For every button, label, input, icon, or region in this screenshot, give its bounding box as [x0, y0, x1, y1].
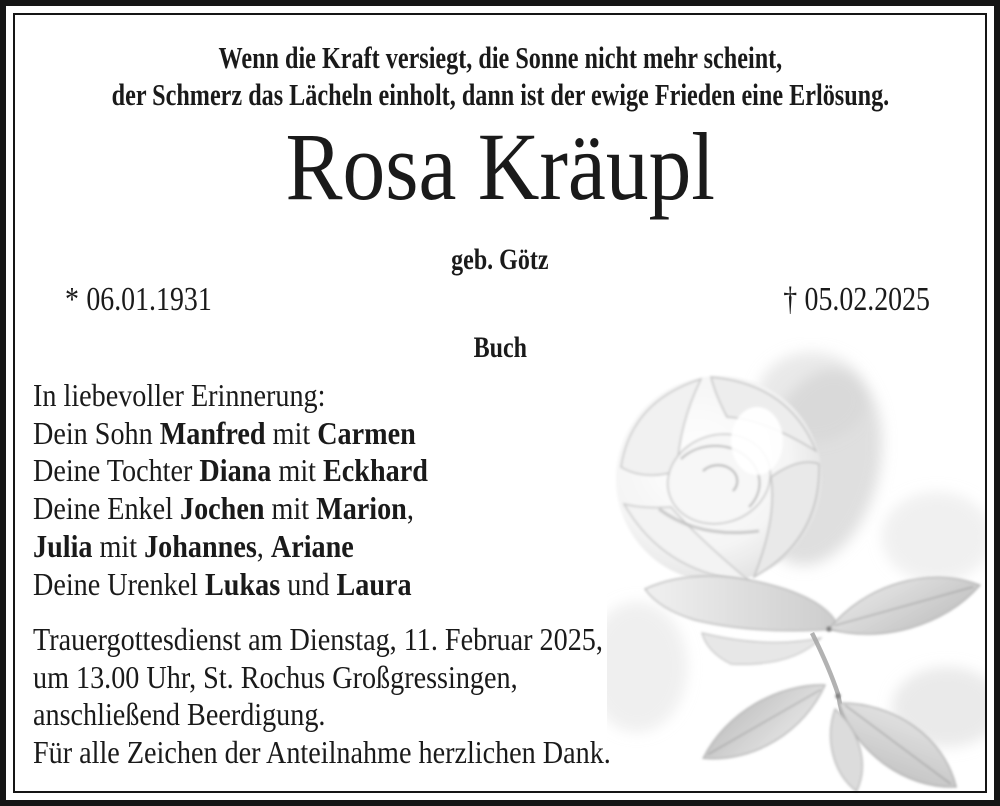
family-line: Deine Tochter Diana mit Eckhard [33, 452, 428, 489]
memorial-quote [0, 39, 1000, 113]
thanks-line: Für alle Zeichen der Anteilnahme herzlichen Dank. [33, 734, 611, 771]
family-line: Deine Enkel Jochen mit Marion, [33, 490, 414, 527]
quote-line-2: der Schmerz das Lächeln einholt, dann ist der ewige Frieden eine Erlösung. [111, 77, 889, 112]
service-line: um 13.00 Uhr, St. Rochus Großgressingen, [33, 658, 518, 695]
remembrance-heading: In liebevoller Erinnerung: [33, 377, 326, 413]
death-cross-symbol: † [783, 281, 798, 318]
place-name: Buch [473, 331, 527, 364]
birth-date-value: 06.01.1931 [86, 281, 212, 318]
family-line: Julia mit Johannes, Ariane [33, 527, 354, 564]
maiden-name: geb. Götz [451, 243, 549, 276]
birth-date [65, 281, 244, 318]
family-line: Deine Urenkel Lukas und Laura [33, 565, 412, 602]
death-date [751, 281, 930, 318]
life-dates-row [65, 281, 930, 318]
deceased-name: Rosa Kräupl [285, 113, 715, 220]
death-date-value: 05.02.2025 [804, 281, 930, 318]
family-line: Dein Sohn Manfred mit Carmen [33, 414, 416, 451]
birth-star-symbol: * [65, 281, 79, 318]
service-info-block [33, 621, 611, 772]
service-line: anschließend Beerdigung. [33, 696, 326, 733]
service-line: Trauergottesdienst am Dienstag, 11. Februar 2025, [33, 621, 603, 657]
quote-line-1: Wenn die Kraft versiegt, die Sonne nicht mehr scheint, [218, 40, 782, 75]
family-remembrance-block [33, 377, 428, 603]
